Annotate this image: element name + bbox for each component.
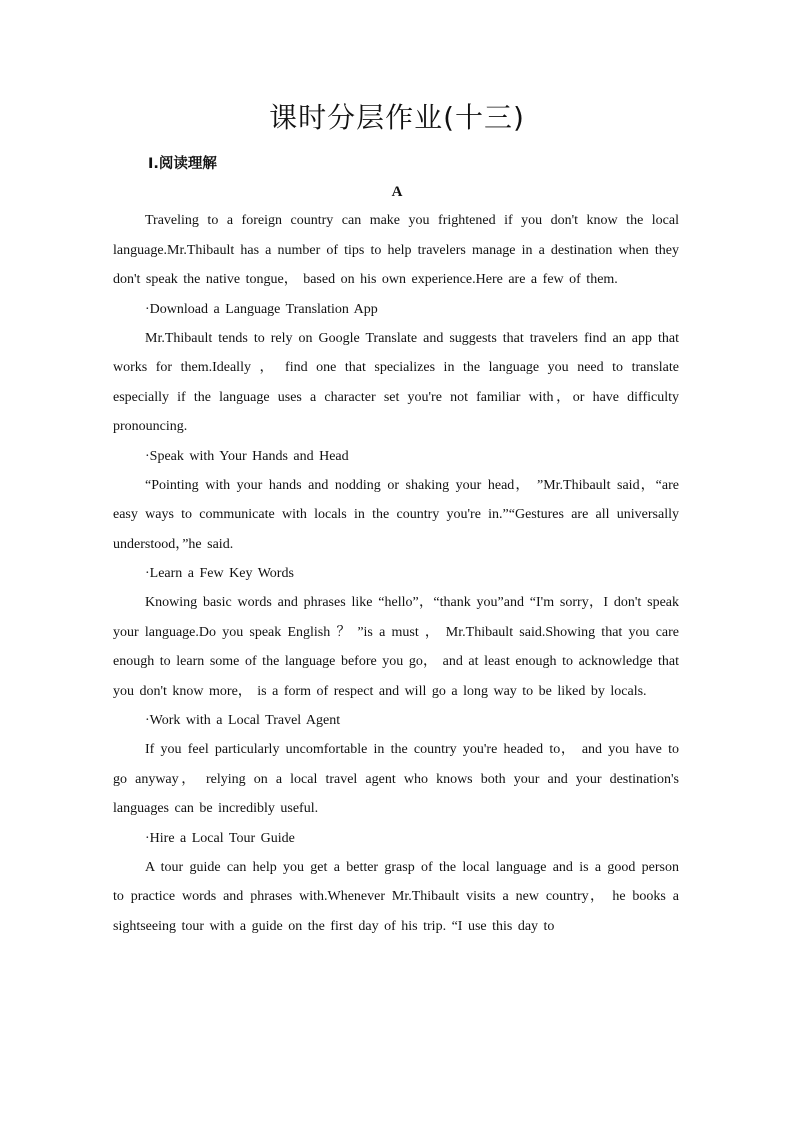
passage-label: A bbox=[391, 184, 403, 200]
tip-heading-tour-guide: ·Hire a Local Tour Guide bbox=[145, 830, 295, 846]
tip-heading-translation-app: ·Download a Language Translation App bbox=[145, 301, 378, 317]
intro-paragraph: Traveling to a foreign country can make you frightened if you don't know the local language.Mr.Thibault has a number of tips to help travelers manage in a destination when they don't speak the native tongue， based on his own experience.Here are a few of them. bbox=[113, 213, 679, 287]
tip-paragraph-travel-agent: If you feel particularly uncomfortable in the country you're headed to， and you have to go anyway， relying on a local travel agent who knows both your and your destination's languages can be incredibly useful. bbox=[113, 742, 679, 816]
tip-paragraph-key-words: Knowing basic words and phrases like “hello”，“thank you”and “I'm sorry，I don't speak your language.Do you speak English ？ ”is a must ， Mr.Thibault said.Showing that you care enough to learn some of the language before you go， and at least enough to acknowledge that you don't know more， is a form of respect and will go a long way to be liked by locals. bbox=[113, 595, 679, 699]
tip-paragraph-tour-guide: A tour guide can help you get a better grasp of the local language and is a good person to practice words and phrases with.Whenever Mr.Thibault visits a new country， he books a sightseeing tour with a guide on the first day of his trip. “I use this day to bbox=[113, 859, 679, 934]
tip-heading-hands-head: ·Speak with Your Hands and Head bbox=[145, 448, 349, 464]
passage-body bbox=[113, 206, 679, 941]
tip-paragraph-hands-head: “Pointing with your hands and nodding or shaking your head， ”Mr.Thibault said，“are easy ways to communicate with locals in the country you're in.”“Gestures are all universally understood，”he said. bbox=[113, 477, 679, 552]
tip-heading-travel-agent: ·Work with a Local Travel Agent bbox=[145, 713, 341, 728]
section-heading: Ⅰ.阅读理解 bbox=[148, 156, 217, 172]
tip-heading-key-words: ·Learn a Few Key Words bbox=[145, 566, 294, 581]
page-title: 课时分层作业(十三) bbox=[269, 101, 525, 134]
tip-paragraph-translation-app: Mr.Thibault tends to rely on Google Translate and suggests that travelers find an app that works for them.Ideally ， find one that specializes in the language you need to translate especially if the language uses a character set you're not familiar with，or have difficulty pronouncing. bbox=[113, 330, 679, 434]
